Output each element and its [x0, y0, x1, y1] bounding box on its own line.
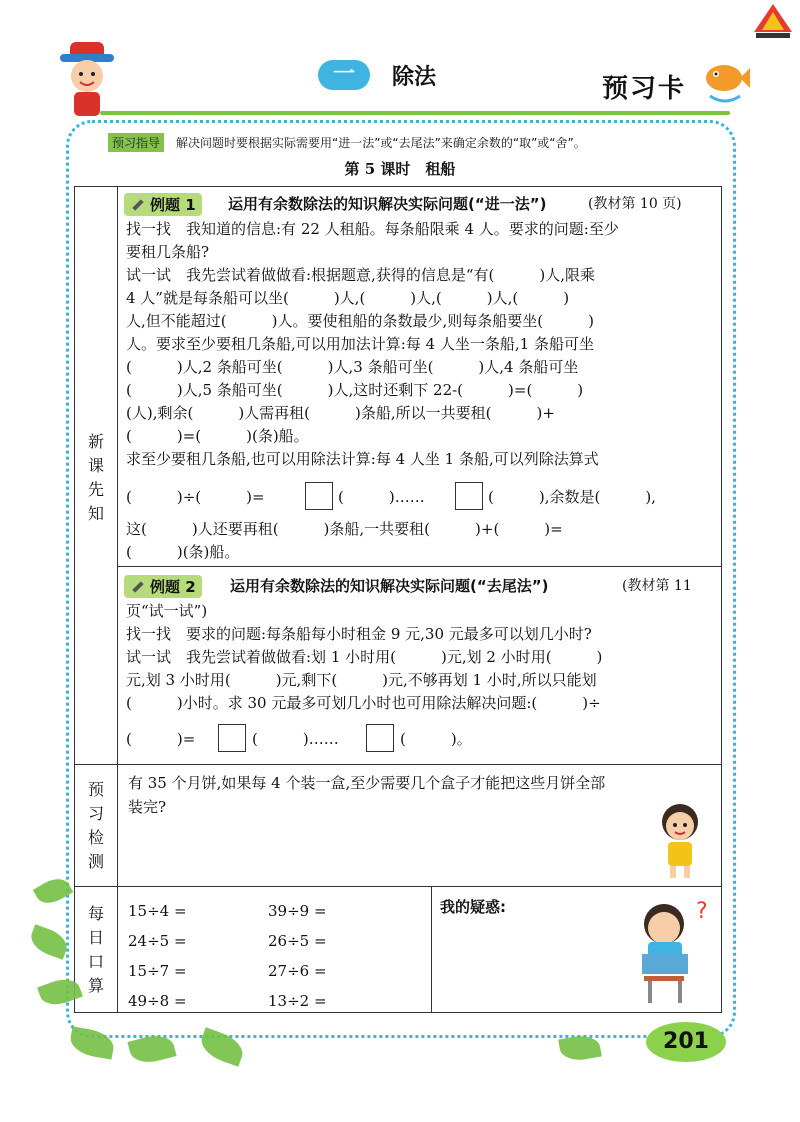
- mental-math-item-line: 27÷6 =: [268, 962, 327, 980]
- example2-line: 页“试一试”): [126, 602, 208, 620]
- check-question-line2: 装完?: [128, 798, 167, 816]
- example1-div-part1: ( )÷( )=: [126, 488, 265, 506]
- mental-math-item-line: 39÷9 =: [268, 902, 327, 920]
- mental-math-col2: [268, 896, 327, 1016]
- example1-heading: 运用有余数除法的知识解决实际问题(“进一法”): [228, 195, 547, 213]
- example2-heading: 运用有余数除法的知识解决实际问题(“去尾法”): [230, 577, 549, 595]
- section-divider-2: [74, 886, 722, 887]
- unit-title: 除法: [392, 65, 437, 90]
- mental-math-item-line: 15÷4 =: [128, 902, 187, 920]
- fish-mascot-icon: [700, 52, 750, 106]
- guide-text: 解决问题时要根据实际需要用“进一法”或“去尾法”来确定余数的“取”或“舍”。: [176, 136, 586, 150]
- answer-box[interactable]: [366, 724, 394, 752]
- mental-math-item-line: 24÷5 =: [128, 932, 187, 950]
- section-label-check: 预习检测: [87, 780, 104, 871]
- leaf-decoration: [27, 924, 71, 960]
- example1-line: (人),剩余( )人需再租( )条船,所以一共要租( )+: [126, 404, 555, 422]
- label-column-divider: [117, 186, 118, 1013]
- example1-line: 要租几条船?: [126, 243, 210, 261]
- check-question-line1: 有 35 个月饼,如果每 4 个装一盒,至少需要几个盒子才能把这些月饼全部: [128, 774, 606, 792]
- example1-ref: (教材第 10 页): [588, 196, 682, 212]
- example1-line: 求至少要租几条船,也可以用除法计算:每 4 人坐 1 条船,可以列除法算式: [126, 450, 599, 468]
- section-label-new-lesson: 新课先知: [87, 432, 104, 523]
- example1-after-line2: ( )(条)船。: [126, 543, 240, 561]
- guide-tag: 预习指导: [108, 133, 164, 152]
- mental-math-item-line: 26÷5 =: [268, 932, 327, 950]
- answer-box[interactable]: [218, 724, 246, 752]
- example2-div-part1: ( )=: [126, 730, 196, 748]
- example2-body: [126, 600, 718, 715]
- daily-divider: [431, 886, 432, 1013]
- example1-tag: 例题 1: [124, 193, 202, 216]
- girl-mascot-icon: [654, 800, 706, 880]
- example2-line: 找一找 要求的问题:每条船每小时租金 9 元,30 元最多可以划几小时?: [126, 625, 592, 643]
- example1-line: 4 人”就是每条船可以坐( )人,( )人,( )人,( ): [126, 289, 570, 307]
- lesson-title: 第 5 课时 租船: [344, 160, 456, 178]
- example1-div-part3: ( ),余数是( ),: [488, 488, 656, 506]
- example2-div-part3: ( )。: [400, 730, 472, 748]
- header-divider: [100, 111, 730, 115]
- mental-math-item-line: 15÷7 =: [128, 962, 187, 980]
- example1-line: ( )人,2 条船可坐( )人,3 条船可坐( )人,4 条船可坐: [126, 358, 579, 376]
- example-divider: [117, 566, 722, 567]
- mental-math-item-line: 13÷2 =: [268, 992, 327, 1010]
- example1-body: [126, 218, 718, 471]
- publisher-logo: [752, 2, 794, 40]
- section-label-daily: 每日口算: [87, 904, 104, 995]
- pencil-icon: [130, 197, 146, 213]
- example2-tag: 例题 2: [124, 575, 202, 598]
- example2-line: ( )小时。求 30 元最多可划几小时也可用除法解决问题:( )÷: [126, 694, 601, 712]
- example1-line: 试一试 我先尝试着做做看:根据题意,获得的信息是“有( )人,限乘: [126, 266, 595, 284]
- pencil-icon: [130, 579, 146, 595]
- example2-line: 元,划 3 小时用( )元,剩下( )元,不够再划 1 小时,所以只能划: [126, 671, 597, 689]
- page-number: 201: [646, 1022, 726, 1062]
- example1-line: ( )人,5 条船可坐( )人,这时还剩下 22-( )=( ): [126, 381, 584, 399]
- doubts-label: 我的疑惑:: [440, 898, 506, 916]
- boy-reading-icon: [630, 896, 714, 1006]
- example1-line: 找一找 我知道的信息:有 22 人租船。每条船限乘 4 人。要求的问题:至少: [126, 220, 619, 238]
- example1-div-part2: ( )……: [338, 488, 425, 506]
- svg-text:?: ?: [696, 899, 708, 924]
- mental-math-item-line: 49÷8 =: [128, 992, 187, 1010]
- example2-line: 试一试 我先尝试着做做看:划 1 小时用( )元,划 2 小时用( ): [126, 648, 603, 666]
- card-title: 预习卡: [602, 74, 687, 104]
- section-divider-1: [74, 764, 722, 765]
- example2-div-part2: ( )……: [252, 730, 339, 748]
- example1-line: ( )=( )(条)船。: [126, 427, 309, 445]
- mascot-boy-icon: [52, 40, 122, 120]
- example1-after-line1: 这( )人还要再租( )条船,一共要租( )+( )=: [126, 520, 563, 538]
- answer-box[interactable]: [305, 482, 333, 510]
- example1-line: 人,但不能超过( )人。要使租船的条数最少,则每条船要坐( ): [126, 312, 594, 330]
- unit-number-badge: 一: [318, 60, 370, 90]
- example1-line: 人。要求至少要租几条船,可以用加法计算:每 4 人坐一条船,1 条船可坐: [126, 335, 594, 353]
- example2-ref: (教材第 11: [622, 578, 692, 594]
- answer-box[interactable]: [455, 482, 483, 510]
- mental-math-col1: [128, 896, 187, 1016]
